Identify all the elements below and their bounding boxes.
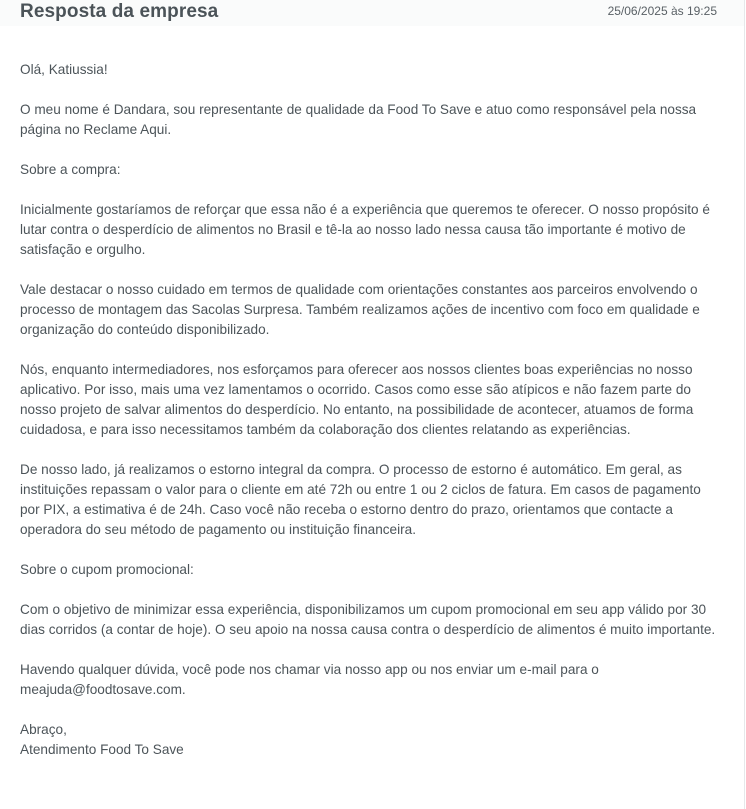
purchase-paragraph-1: Inicialmente gostaríamos de reforçar que essa não é a experiência que queremos te oferecer. O nosso propósito é lutar contra o desperdício de alimentos no Brasil e tê-la ao nosso lado nessa causa tão importante é motivo de satisfação e orgulho. <box>20 202 710 257</box>
response-date: 25/06/2025 às 19:25 <box>607 4 717 18</box>
signature: Atendimento Food To Save <box>20 742 184 757</box>
purchase-paragraph-4: De nosso lado, já realizamos o estorno integral da compra. O processo de estorno é automático. Em geral, as instituições repassam o valor para o cliente em até 72h ou entre 1 ou 2 ciclos de fatura. Em casos de pagamento por PIX, a estimativa é de 24h. Caso você não receba o estorno dentro do prazo, orientamos que contacte a operadora do seu método de pagamento ou instituição financeira. <box>20 462 701 537</box>
purchase-paragraph-3: Nós, enquanto intermediadores, nos esforçamos para oferecer aos nossos clientes boas experiências no nosso aplicativo. Por isso, mais uma vez lamentamos o ocorrido. Casos como esse são atípicos e não fazem parte do nosso projeto de salvar alimentos do desperdício. No entanto, na possibilidade de acontecer, atuamos de forma cuidadosa, e para isso necessitamos também da colaboração dos clientes relatando as experiências. <box>20 362 694 437</box>
card-border <box>744 0 745 809</box>
contact-paragraph: Havendo qualquer dúvida, você pode nos chamar via nosso app ou nos enviar um e-mail para o meajuda@foodtosave.com. <box>20 662 599 697</box>
greeting: Olá, Katiussia! <box>20 62 108 77</box>
response-body <box>20 60 720 760</box>
closing: Abraço, <box>20 722 67 737</box>
purchase-heading: Sobre a compra: <box>20 162 121 177</box>
purchase-paragraph-2: Vale destacar o nosso cuidado em termos de qualidade com orientações constantes aos parceiros envolvendo o processo de montagem das Sacolas Surpresa. Também realizamos ações de incentivo com foco em qualidade e organização do conteúdo disponibilizado. <box>20 282 700 337</box>
card-header <box>0 0 745 26</box>
response-title: Resposta da empresa <box>20 1 219 22</box>
intro-paragraph: O meu nome é Dandara, sou representante de qualidade da Food To Save e atuo como responsável pela nossa página no Reclame Aqui. <box>20 102 697 137</box>
coupon-heading: Sobre o cupom promocional: <box>20 562 194 577</box>
coupon-paragraph: Com o objetivo de minimizar essa experiência, disponibilizamos um cupom promocional em seu app válido por 30 dias corridos (a contar de hoje). O seu apoio na nossa causa contra o desperdício de alimentos é muito importante. <box>20 602 716 637</box>
